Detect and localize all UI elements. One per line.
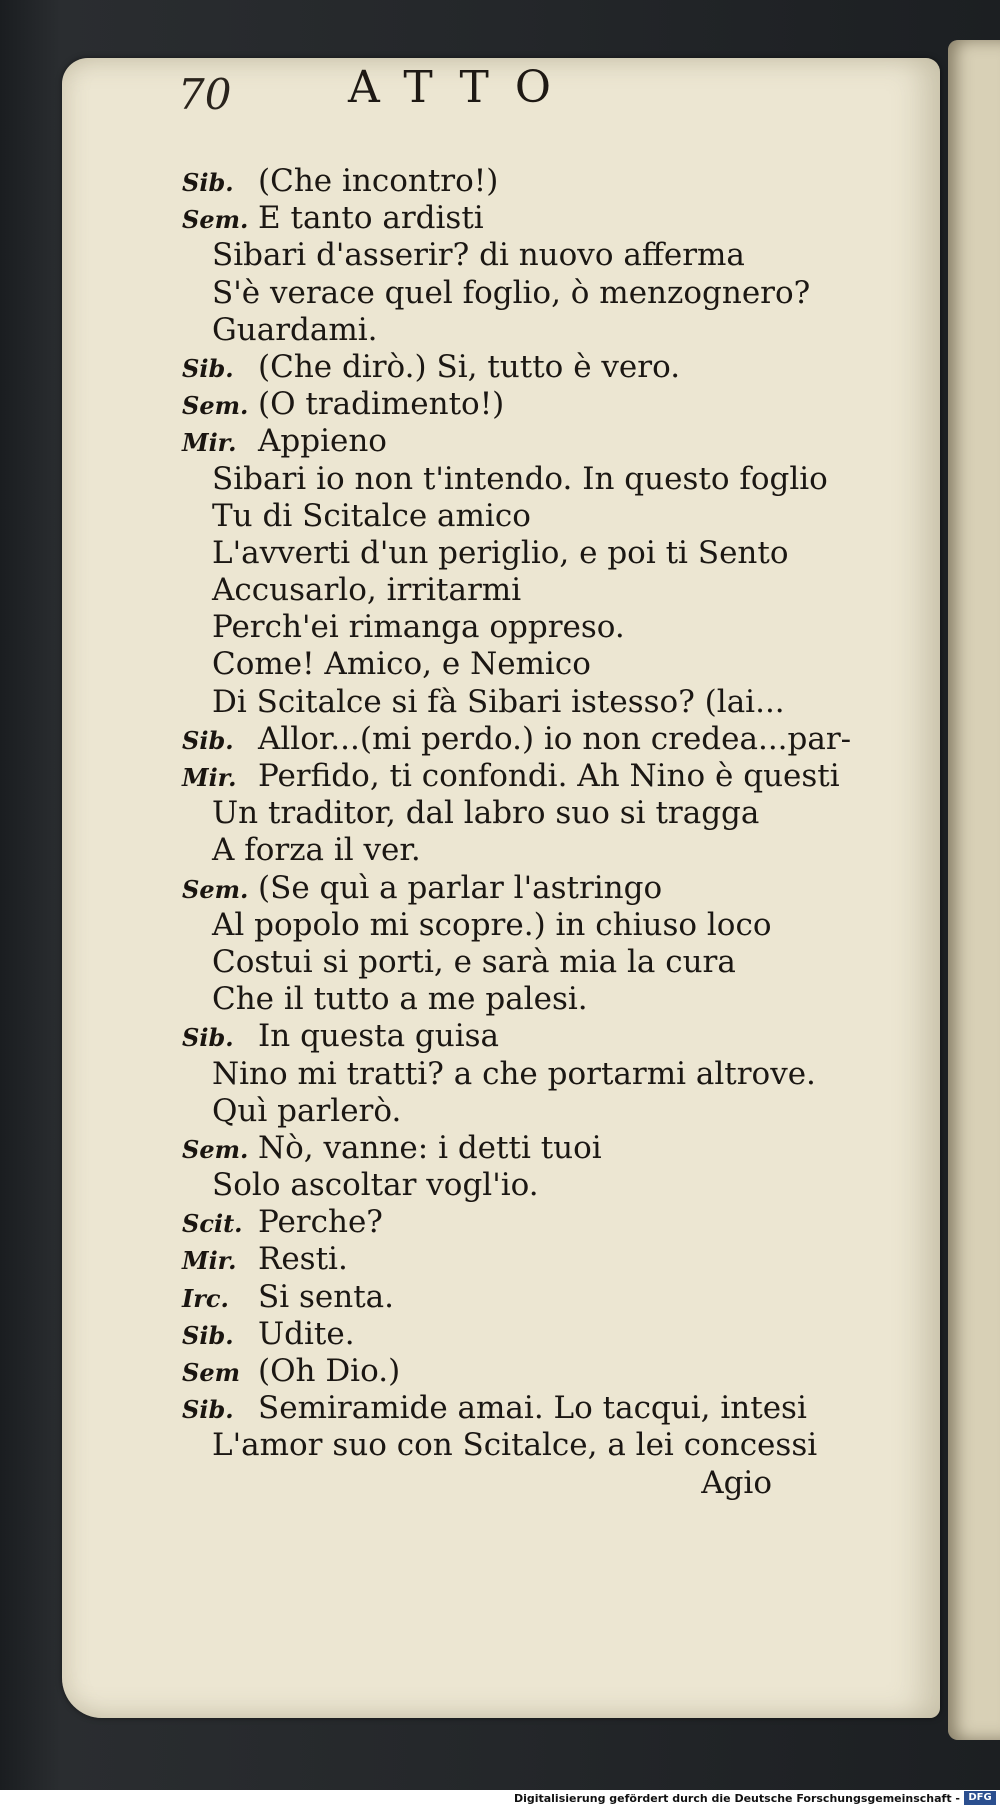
facing-page-edge bbox=[948, 40, 1000, 1740]
speaker-label: Sib. bbox=[182, 1023, 234, 1053]
line-text: Perche? bbox=[258, 1204, 383, 1241]
speaker-label: Mir. bbox=[182, 1246, 237, 1276]
line-text: Guardami. bbox=[212, 311, 378, 348]
speaker-label: Sem. bbox=[182, 391, 249, 421]
text-line bbox=[212, 535, 912, 572]
text-line bbox=[212, 572, 912, 609]
line-text: Appieno bbox=[258, 423, 387, 460]
line-text: Un traditor, dal labro suo si tragga bbox=[212, 795, 760, 832]
line-text: Nino mi tratti? a che portarmi altrove. bbox=[212, 1055, 816, 1092]
speaker-label: Mir. bbox=[182, 428, 237, 458]
line-text: E tanto ardisti bbox=[258, 200, 484, 237]
line-text: L'avverti d'un periglio, e poi ti Sento bbox=[212, 534, 789, 571]
text-line bbox=[212, 907, 912, 944]
catchword: Agio bbox=[701, 1465, 772, 1501]
text-line bbox=[182, 163, 912, 200]
line-text: Di Scitalce si fà Sibari istesso? (lai... bbox=[212, 683, 785, 720]
speaker-label: Scit. bbox=[182, 1209, 243, 1239]
text-line bbox=[182, 721, 912, 758]
text-line bbox=[182, 1353, 912, 1390]
line-text: Costui si porti, e sarà mia la cura bbox=[212, 943, 736, 980]
text-line bbox=[212, 609, 912, 646]
speaker-label: Sem. bbox=[182, 205, 249, 235]
speaker-label: Sem. bbox=[182, 874, 249, 904]
text-line bbox=[182, 1241, 912, 1278]
text-line bbox=[212, 646, 912, 683]
speaker-label: Sib. bbox=[182, 353, 234, 383]
text-line bbox=[182, 1204, 912, 1241]
text-line bbox=[212, 312, 912, 349]
dfg-logo: DFG bbox=[964, 1791, 996, 1805]
line-text: Semiramide amai. Lo tacqui, intesi bbox=[258, 1390, 807, 1427]
catchword-line bbox=[212, 1465, 788, 1502]
speaker-label: Mir. bbox=[182, 763, 237, 792]
footer-credit: Digitalisierung gefördert durch die Deutsche Forschungsgemeinschaft - bbox=[513, 1792, 960, 1805]
text-line bbox=[212, 944, 912, 981]
text-line bbox=[182, 1316, 912, 1353]
line-text: S'è verace quel foglio, ò menzognero? bbox=[212, 274, 811, 311]
line-text: Si senta. bbox=[258, 1278, 395, 1315]
speaker-label: Irc. bbox=[182, 1283, 229, 1313]
line-text: (Che incontro!) bbox=[258, 163, 499, 199]
speaker-label: Sem. bbox=[182, 1134, 249, 1164]
text-line bbox=[182, 386, 912, 423]
line-text: Quì parlerò. bbox=[212, 1092, 402, 1129]
speaker-label: Sib. bbox=[182, 1320, 234, 1350]
line-text: Resti. bbox=[258, 1241, 348, 1278]
page-header bbox=[178, 62, 738, 122]
line-text: Solo ascoltar vogl'io. bbox=[212, 1167, 539, 1204]
text-line bbox=[212, 275, 912, 312]
line-text: Perch'ei rimanga oppreso. bbox=[212, 609, 625, 646]
line-text: A forza il ver. bbox=[212, 832, 421, 869]
text-line bbox=[182, 870, 912, 907]
text-line bbox=[212, 1056, 912, 1093]
speaker-label: Sib. bbox=[182, 168, 234, 197]
play-text bbox=[182, 163, 912, 1465]
text-line bbox=[182, 1279, 912, 1316]
running-title: ATTO bbox=[348, 62, 577, 113]
line-text: Come! Amico, e Nemico bbox=[212, 646, 591, 683]
text-line bbox=[212, 1093, 912, 1130]
text-line bbox=[212, 237, 912, 274]
line-text: (Oh Dio.) bbox=[258, 1353, 401, 1389]
line-text: Accusarlo, irritarmi bbox=[212, 572, 522, 609]
line-text: (O tradimento!) bbox=[258, 386, 505, 423]
page-number: 70 bbox=[178, 70, 232, 119]
text-line bbox=[212, 795, 912, 832]
text-line bbox=[182, 1018, 912, 1055]
line-text: Sibari d'asserir? di nuovo afferma bbox=[212, 237, 745, 274]
line-text: (Che dirò.) Si, tutto è vero. bbox=[258, 348, 681, 385]
text-line bbox=[182, 349, 912, 386]
text-line bbox=[212, 1167, 912, 1204]
line-text: Allor...(mi perdo.) io non credea...par- bbox=[258, 720, 852, 757]
text-line bbox=[182, 1130, 912, 1167]
text-line bbox=[212, 832, 912, 869]
text-line bbox=[182, 200, 912, 237]
text-line bbox=[212, 461, 912, 498]
text-line bbox=[212, 1427, 912, 1464]
speaker-label: Sem bbox=[182, 1358, 240, 1387]
text-line bbox=[212, 981, 912, 1018]
text-line bbox=[212, 498, 912, 535]
line-text: Sibari io non t'intendo. In questo foglio bbox=[212, 460, 828, 497]
text-line bbox=[212, 684, 912, 721]
line-text: Al popolo mi scopre.) in chiuso loco bbox=[212, 906, 772, 943]
line-text: Udite. bbox=[258, 1315, 355, 1352]
text-line bbox=[182, 1390, 912, 1427]
speaker-label: Sib. bbox=[182, 725, 234, 755]
line-text: L'amor suo con Scitalce, a lei concessi bbox=[212, 1427, 818, 1464]
text-line bbox=[182, 758, 912, 795]
line-text: Che il tutto a me palesi. bbox=[212, 981, 588, 1018]
line-text: Perfido, ti confondi. Ah Nino è questi bbox=[258, 758, 840, 794]
line-text: In questa guisa bbox=[258, 1018, 500, 1055]
line-text: (Se quì a parlar l'astringo bbox=[258, 869, 663, 906]
text-line bbox=[182, 423, 912, 460]
speaker-label: Sib. bbox=[182, 1395, 234, 1425]
line-text: Tu di Scitalce amico bbox=[212, 497, 531, 534]
line-text: Nò, vanne: i detti tuoi bbox=[258, 1129, 602, 1166]
